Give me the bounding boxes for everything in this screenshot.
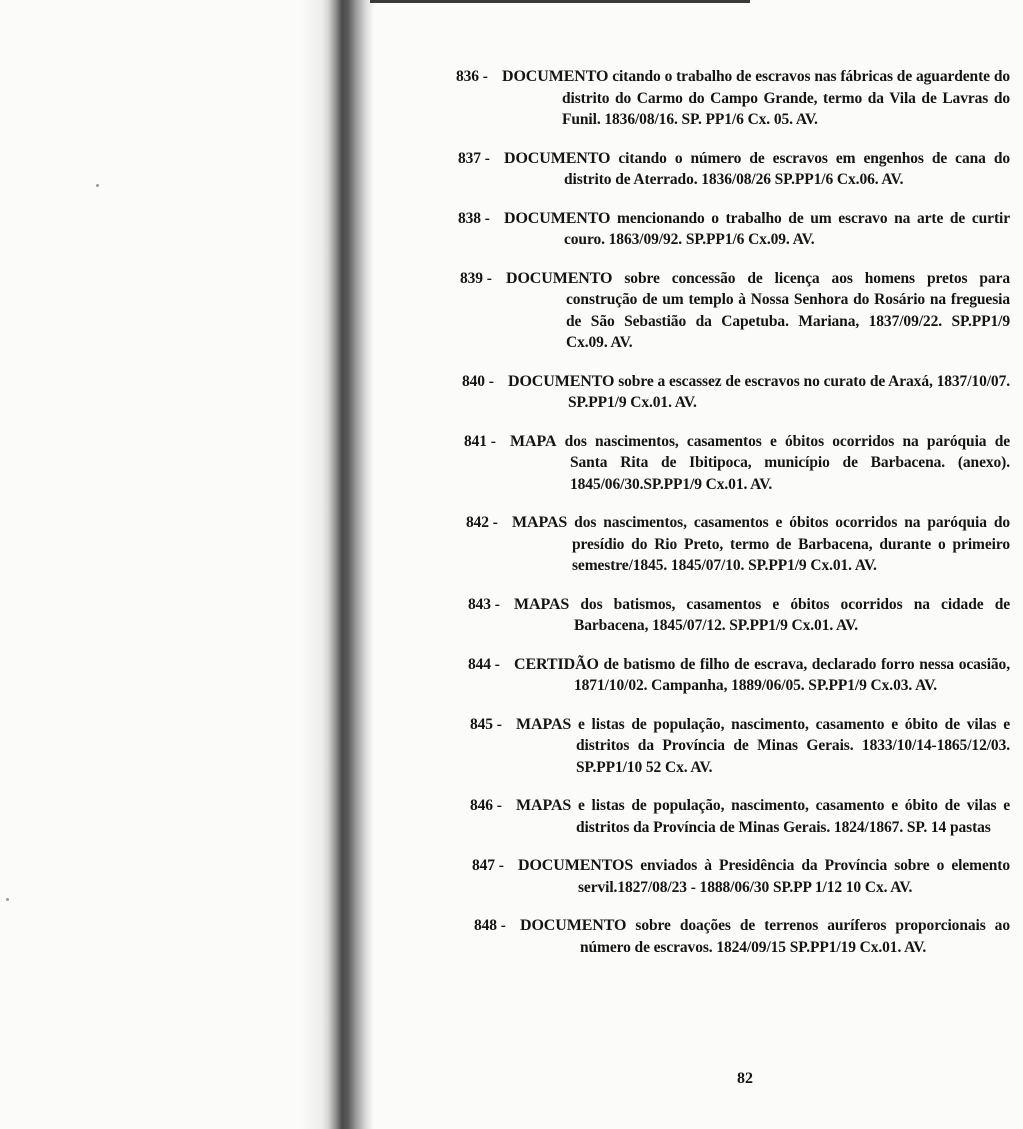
entry-keyword: DOCUMENTO [520,917,627,934]
entry-keyword: DOCUMENTO [508,372,615,390]
entry-keyword: DOCUMENTOS [518,857,634,874]
catalog-entry [470,714,1010,779]
entry-number: 844 - [468,655,500,673]
entry-keyword: DOCUMENTO [504,149,611,167]
book-binding-edge [322,0,374,1129]
catalog-entries [440,66,1010,975]
entry-number: 848 - [474,917,506,934]
entry-number: 836 - [456,68,488,85]
catalog-entry [456,66,1010,131]
entry-number: 839 - [460,269,492,287]
catalog-entry [472,855,1010,898]
entry-text: sobre concessão de licença aos homens pretos para construção de um templo à Nossa Senhora do Rosário na freguesia de São Sebastião da Capetuba. Mariana, 1837/09/22. SP.PP1/9 Cx.09. AV. [566,269,1010,351]
entry-text: de batismo de filho de escrava, declarado forro nessa ocasião, 1871/10/02. Campanha, 1889/06/05. SP.PP1/9 Cx.03. AV. [574,655,1010,694]
page-number: 82 [737,1070,753,1087]
entry-text: e listas de população, nascimento, casamento e óbito de vilas e distritos da Província de Minas Gerais. 1833/10/14-1865/12/03. SP.PP1/10 52 Cx. AV. [571,715,1010,776]
entry-keyword: MAPAS [516,715,572,733]
catalog-entry [468,654,1010,697]
catalog-entry [458,148,1010,191]
entry-text: sobre a escassez de escravos no curato de Araxá, 1837/10/07. SP.PP1/9 Cx.01. AV. [568,372,1010,411]
entry-keyword: MAPAS [516,797,572,814]
entry-keyword: MAPAS [514,595,570,613]
catalog-entry [466,512,1010,577]
entry-text: sobre doações de terrenos auríferos proporcionais ao número de escravos. 1824/09/15 SP.PP1/19 Cx.01. AV. [580,917,1010,956]
entry-keyword: DOCUMENTO [502,68,609,85]
entry-keyword: MAPAS [512,514,568,531]
catalog-entry [464,431,1010,496]
entry-keyword: MAPA [510,432,557,450]
catalog-entry [462,371,1010,414]
entry-text: enviados à Presidência da Província sobre o elemento servil.1827/08/23 - 1888/06/30 SP.PP 1/12 10 Cx. AV. [578,857,1010,896]
entry-text: citando o número de escravos em engenhos de cana do distrito de Aterrado. 1836/08/26 SP.PP1/6 Cx.06. AV. [564,149,1010,188]
entry-text: dos batismos, casamentos e óbitos ocorridos na cidade de Barbacena, 1845/07/12. SP.PP1/9 Cx.01. AV. [569,595,1010,634]
entry-number: 845 - [470,715,502,733]
top-page-edge [370,0,750,3]
catalog-entry [470,795,1010,838]
catalog-entry [458,208,1010,251]
entry-number: 842 - [466,514,498,531]
catalog-entry [460,268,1010,354]
scan-speck [96,184,99,187]
entry-keyword: DOCUMENTO [506,269,613,287]
entry-number: 843 - [468,595,500,613]
catalog-entry [474,915,1010,958]
entry-number: 846 - [470,797,502,814]
entry-text: e listas de população, nascimento, casamento e óbito de vilas e distritos da Província de Minas Gerais. 1824/1867. SP. 14 pastas [571,797,1010,836]
entry-number: 840 - [462,372,494,390]
entry-number: 838 - [458,209,490,227]
entry-number: 837 - [458,149,490,167]
entry-keyword: DOCUMENTO [504,209,611,227]
scan-speck [6,898,9,901]
entry-number: 847 - [472,857,504,874]
entry-text: citando o trabalho de escravos nas fábricas de aguardente do distrito do Carmo do Campo Grande, termo da Vila de Lavras do Funil. 1836/08/16. SP. PP1/6 Cx. 05. AV. [562,68,1010,128]
entry-keyword: CERTIDÃO [514,655,599,673]
entry-number: 841 - [464,432,496,450]
entry-text: dos nascimentos, casamentos e óbitos ocorridos na paróquia de Santa Rita de Ibitipoca, município de Barbacena. (anexo). 1845/06/30.SP.PP1/9 Cx.01. AV. [556,432,1010,493]
entry-text: mencionando o trabalho de um escravo na arte de curtir couro. 1863/09/92. SP.PP1/6 Cx.09. AV. [564,209,1010,248]
entry-text: dos nascimentos, casamentos e óbitos ocorridos na paróquia do presídio do Rio Preto, termo de Barbacena, durante o primeiro semestre/1845. 1845/07/10. SP.PP1/9 Cx.01. AV. [567,514,1010,574]
catalog-entry [468,594,1010,637]
